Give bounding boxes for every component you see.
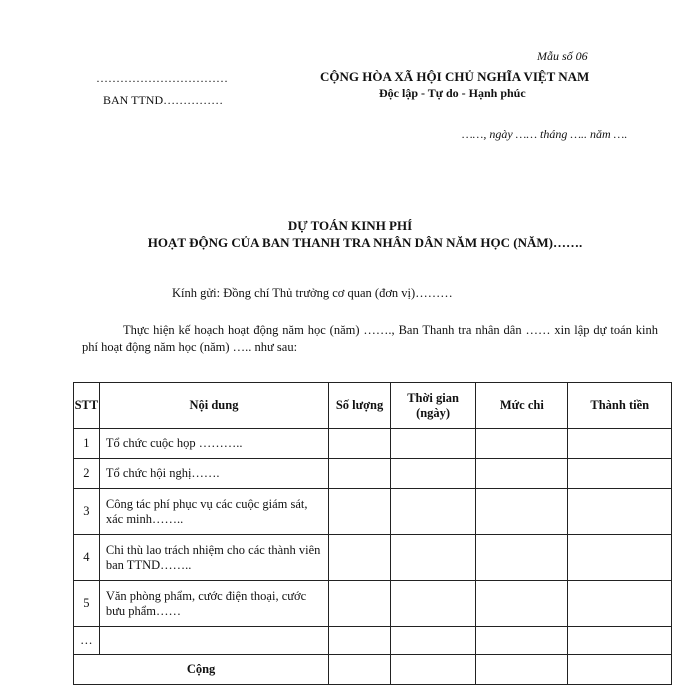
row-quantity-cell [329,459,391,489]
form-number: Mẫu số 06 [537,49,588,63]
row-quantity-cell [329,429,391,459]
total-amount-cell [568,655,672,685]
document-subtitle: HOẠT ĐỘNG CỦA BAN THANH TRA NHÂN DÂN NĂM HỌC (NĂM)……. [147,235,583,250]
row-rate-cell [476,627,568,655]
table-header-row [74,383,672,429]
row-rate-cell [476,429,568,459]
row-content: Tổ chức cuộc họp ……….. [99,429,328,459]
header-time: Thời gian (ngày) [390,383,475,429]
table-row [74,581,672,627]
table-row [74,535,672,581]
budget-table [73,382,672,685]
header-content: Nội dung [99,383,328,429]
row-stt: 3 [74,489,100,535]
header-stt: STT [74,383,100,429]
row-content: Văn phòng phẩm, cước điện thoại, cước bưu phẩm…… [99,581,328,627]
row-stt: 4 [74,535,100,581]
organization-name: BAN TTND…………… [103,93,224,107]
row-time-cell [390,429,475,459]
row-content [99,627,328,655]
row-time-cell [390,627,475,655]
header-total: Thành tiền [568,383,672,429]
total-label: Cộng [74,655,329,685]
national-title: CỘNG HÒA XÃ HỘI CHỦ NGHĨA VIỆT NAM [320,69,590,84]
row-time-cell [390,535,475,581]
row-total-cell [568,429,672,459]
row-quantity-cell [329,627,391,655]
total-time-cell [390,655,475,685]
row-time-cell [390,489,475,535]
row-stt: … [74,627,100,655]
row-total-cell [568,581,672,627]
row-content: Tổ chức hội nghị……. [99,459,328,489]
row-content: Chi thù lao trách nhiệm cho các thành viên ban TTND…….. [99,535,328,581]
row-rate-cell [476,489,568,535]
intro-paragraph: Thực hiện kế hoạch hoạt động năm học (năm) ……., Ban Thanh tra nhân dân …… xin lập dự toán kinh phí hoạt động năm học (năm) ….. như sau: [82,323,658,354]
header-quantity: Số lượng [329,383,391,429]
row-rate-cell [476,535,568,581]
row-time-cell [390,459,475,489]
table-row [74,459,672,489]
table-total-row [74,655,672,685]
row-quantity-cell [329,535,391,581]
total-quantity-cell [329,655,391,685]
row-total-cell [568,627,672,655]
row-total-cell [568,535,672,581]
row-stt: 5 [74,581,100,627]
row-total-cell [568,459,672,489]
table-row [74,627,672,655]
row-rate-cell [476,581,568,627]
row-content: Công tác phí phục vụ các cuộc giám sát, xác minh…….. [99,489,328,535]
organization-placeholder: …………………………… [96,71,228,85]
table-row [74,489,672,535]
addressee-line: Kính gửi: Đồng chí Thủ trưởng cơ quan (đơn vị)……… [172,286,453,300]
row-stt: 2 [74,459,100,489]
row-total-cell [568,489,672,535]
national-motto: Độc lập - Tự do - Hạnh phúc [379,86,526,100]
total-rate-cell [476,655,568,685]
row-quantity-cell [329,489,391,535]
row-stt: 1 [74,429,100,459]
document-title: DỰ TOÁN KINH PHÍ [287,218,413,233]
row-quantity-cell [329,581,391,627]
header-rate: Mức chi [476,383,568,429]
date-line: ……, ngày …… tháng ….. năm …. [462,127,628,141]
table-row [74,429,672,459]
row-time-cell [390,581,475,627]
row-rate-cell [476,459,568,489]
